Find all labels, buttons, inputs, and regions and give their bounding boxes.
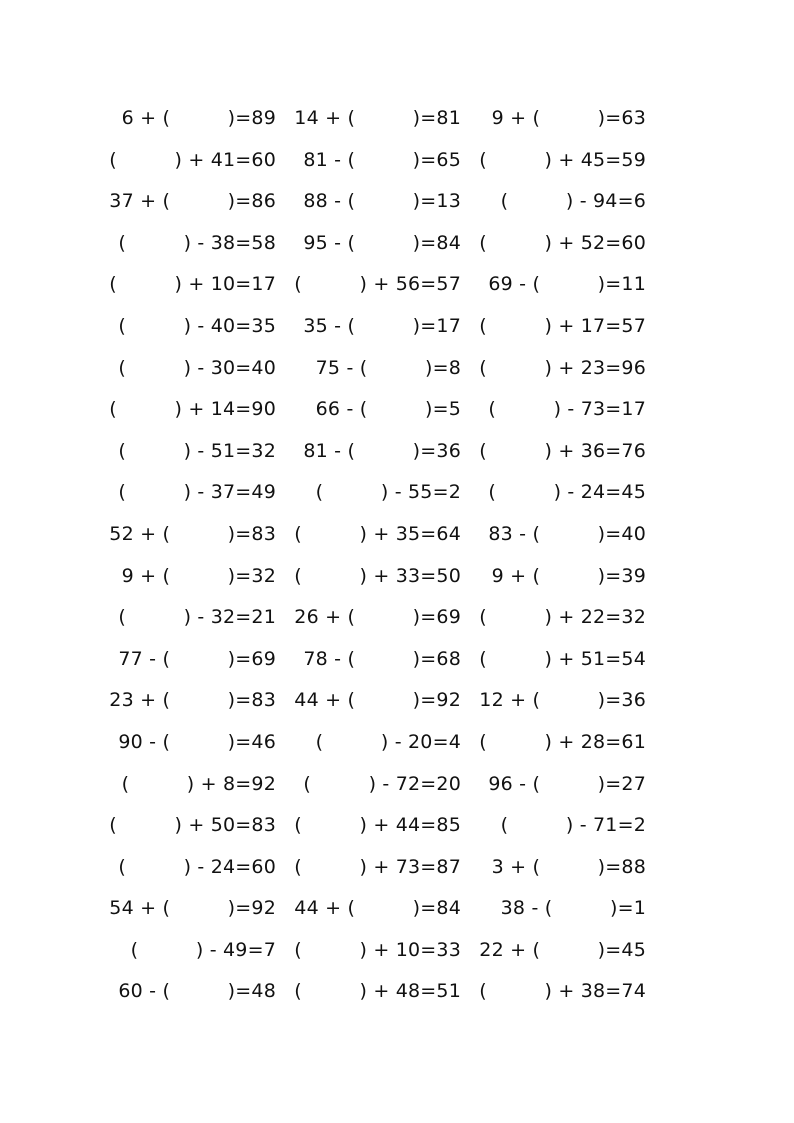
equation-problem: 77 - ( )=69 xyxy=(118,647,276,670)
equation-problem: 9 + ( )=32 xyxy=(121,564,276,587)
problem-row xyxy=(0,556,794,598)
equation-problem: 60 - ( )=48 xyxy=(118,980,276,1003)
equation-problem: ( ) + 50=83 xyxy=(109,814,276,837)
equation-problem: ( ) + 56=57 xyxy=(294,273,461,296)
math-worksheet xyxy=(0,98,794,1013)
equation-problem: 35 - ( )=17 xyxy=(303,314,461,337)
equation-problem: 44 + ( )=84 xyxy=(294,897,461,920)
equation-problem: 38 - ( )=1 xyxy=(500,897,646,920)
equation-problem: ( ) + 41=60 xyxy=(109,148,276,171)
equation-problem: 52 + ( )=83 xyxy=(109,522,276,545)
equation-problem: ( ) + 10=33 xyxy=(294,938,461,961)
problem-row xyxy=(0,888,794,930)
equation-problem: ( ) - 72=20 xyxy=(303,772,461,795)
equation-problem: ( ) + 17=57 xyxy=(479,314,646,337)
equation-problem: ( ) + 51=54 xyxy=(479,647,646,670)
equation-problem: ( ) - 55=2 xyxy=(315,481,461,504)
equation-problem: ( ) - 24=45 xyxy=(488,481,646,504)
equation-problem: ( ) - 51=32 xyxy=(118,439,276,462)
equation-problem: ( ) - 73=17 xyxy=(488,398,646,421)
equation-problem: ( ) + 14=90 xyxy=(109,398,276,421)
equation-problem: 54 + ( )=92 xyxy=(109,897,276,920)
equation-problem: 96 - ( )=27 xyxy=(488,772,646,795)
equation-problem: 75 - ( )=8 xyxy=(315,356,461,379)
equation-problem: 78 - ( )=68 xyxy=(303,647,461,670)
problem-row xyxy=(0,847,794,889)
equation-problem: ( ) - 20=4 xyxy=(315,730,461,753)
equation-problem: 90 - ( )=46 xyxy=(118,730,276,753)
equation-problem: ( ) - 49=7 xyxy=(130,938,276,961)
equation-problem: 44 + ( )=92 xyxy=(294,689,461,712)
equation-problem: 3 + ( )=88 xyxy=(491,855,646,878)
equation-problem: ( ) + 45=59 xyxy=(479,148,646,171)
equation-problem: 66 - ( )=5 xyxy=(315,398,461,421)
equation-problem: 9 + ( )=39 xyxy=(491,564,646,587)
problem-row xyxy=(0,431,794,473)
equation-problem: ( ) + 36=76 xyxy=(479,439,646,462)
problem-row xyxy=(0,348,794,390)
equation-problem: ( ) + 38=74 xyxy=(479,980,646,1003)
problem-row xyxy=(0,264,794,306)
equation-problem: ( ) + 73=87 xyxy=(294,855,461,878)
equation-problem: ( ) - 32=21 xyxy=(118,606,276,629)
equation-problem: 81 - ( )=36 xyxy=(303,439,461,462)
equation-problem: 37 + ( )=86 xyxy=(109,190,276,213)
equation-problem: 9 + ( )=63 xyxy=(491,107,646,129)
problem-row xyxy=(0,98,794,140)
equation-problem: ( ) + 44=85 xyxy=(294,814,461,837)
equation-problem: 88 - ( )=13 xyxy=(303,190,461,213)
equation-problem: 22 + ( )=45 xyxy=(479,938,646,961)
equation-problem: ( ) + 35=64 xyxy=(294,522,461,545)
equation-problem: 69 - ( )=11 xyxy=(488,273,646,296)
problem-row xyxy=(0,472,794,514)
equation-problem: 81 - ( )=65 xyxy=(303,148,461,171)
equation-problem: 83 - ( )=40 xyxy=(488,522,646,545)
problem-row xyxy=(0,306,794,348)
equation-problem: ( ) - 94=6 xyxy=(500,190,646,213)
equation-problem: ( ) - 71=2 xyxy=(500,814,646,837)
equation-problem: ( ) + 23=96 xyxy=(479,356,646,379)
problem-row xyxy=(0,514,794,556)
problem-row xyxy=(0,181,794,223)
problem-row xyxy=(0,597,794,639)
equation-problem: 6 + ( )=89 xyxy=(121,107,276,129)
equation-problem: 23 + ( )=83 xyxy=(109,689,276,712)
problem-row xyxy=(0,722,794,764)
problem-row xyxy=(0,389,794,431)
problem-row xyxy=(0,223,794,265)
problem-row xyxy=(0,764,794,806)
equation-problem: ( ) + 8=92 xyxy=(121,772,276,795)
equation-problem: 12 + ( )=36 xyxy=(479,689,646,712)
equation-problem: ( ) - 38=58 xyxy=(118,231,276,254)
equation-problem: 14 + ( )=81 xyxy=(294,107,461,129)
equation-problem: ( ) - 24=60 xyxy=(118,855,276,878)
equation-problem: ( ) + 22=32 xyxy=(479,606,646,629)
equation-problem: ( ) + 33=50 xyxy=(294,564,461,587)
problem-row xyxy=(0,680,794,722)
problem-row xyxy=(0,140,794,182)
problem-row xyxy=(0,971,794,1013)
problem-row xyxy=(0,639,794,681)
problem-row xyxy=(0,805,794,847)
equation-problem: ( ) - 40=35 xyxy=(118,314,276,337)
equation-problem: 95 - ( )=84 xyxy=(303,231,461,254)
equation-problem: 26 + ( )=69 xyxy=(294,606,461,629)
equation-problem: ( ) + 52=60 xyxy=(479,231,646,254)
equation-problem: ( ) + 10=17 xyxy=(109,273,276,296)
equation-problem: ( ) - 37=49 xyxy=(118,481,276,504)
problem-row xyxy=(0,930,794,972)
equation-problem: ( ) - 30=40 xyxy=(118,356,276,379)
equation-problem: ( ) + 48=51 xyxy=(294,980,461,1003)
equation-problem: ( ) + 28=61 xyxy=(479,730,646,753)
